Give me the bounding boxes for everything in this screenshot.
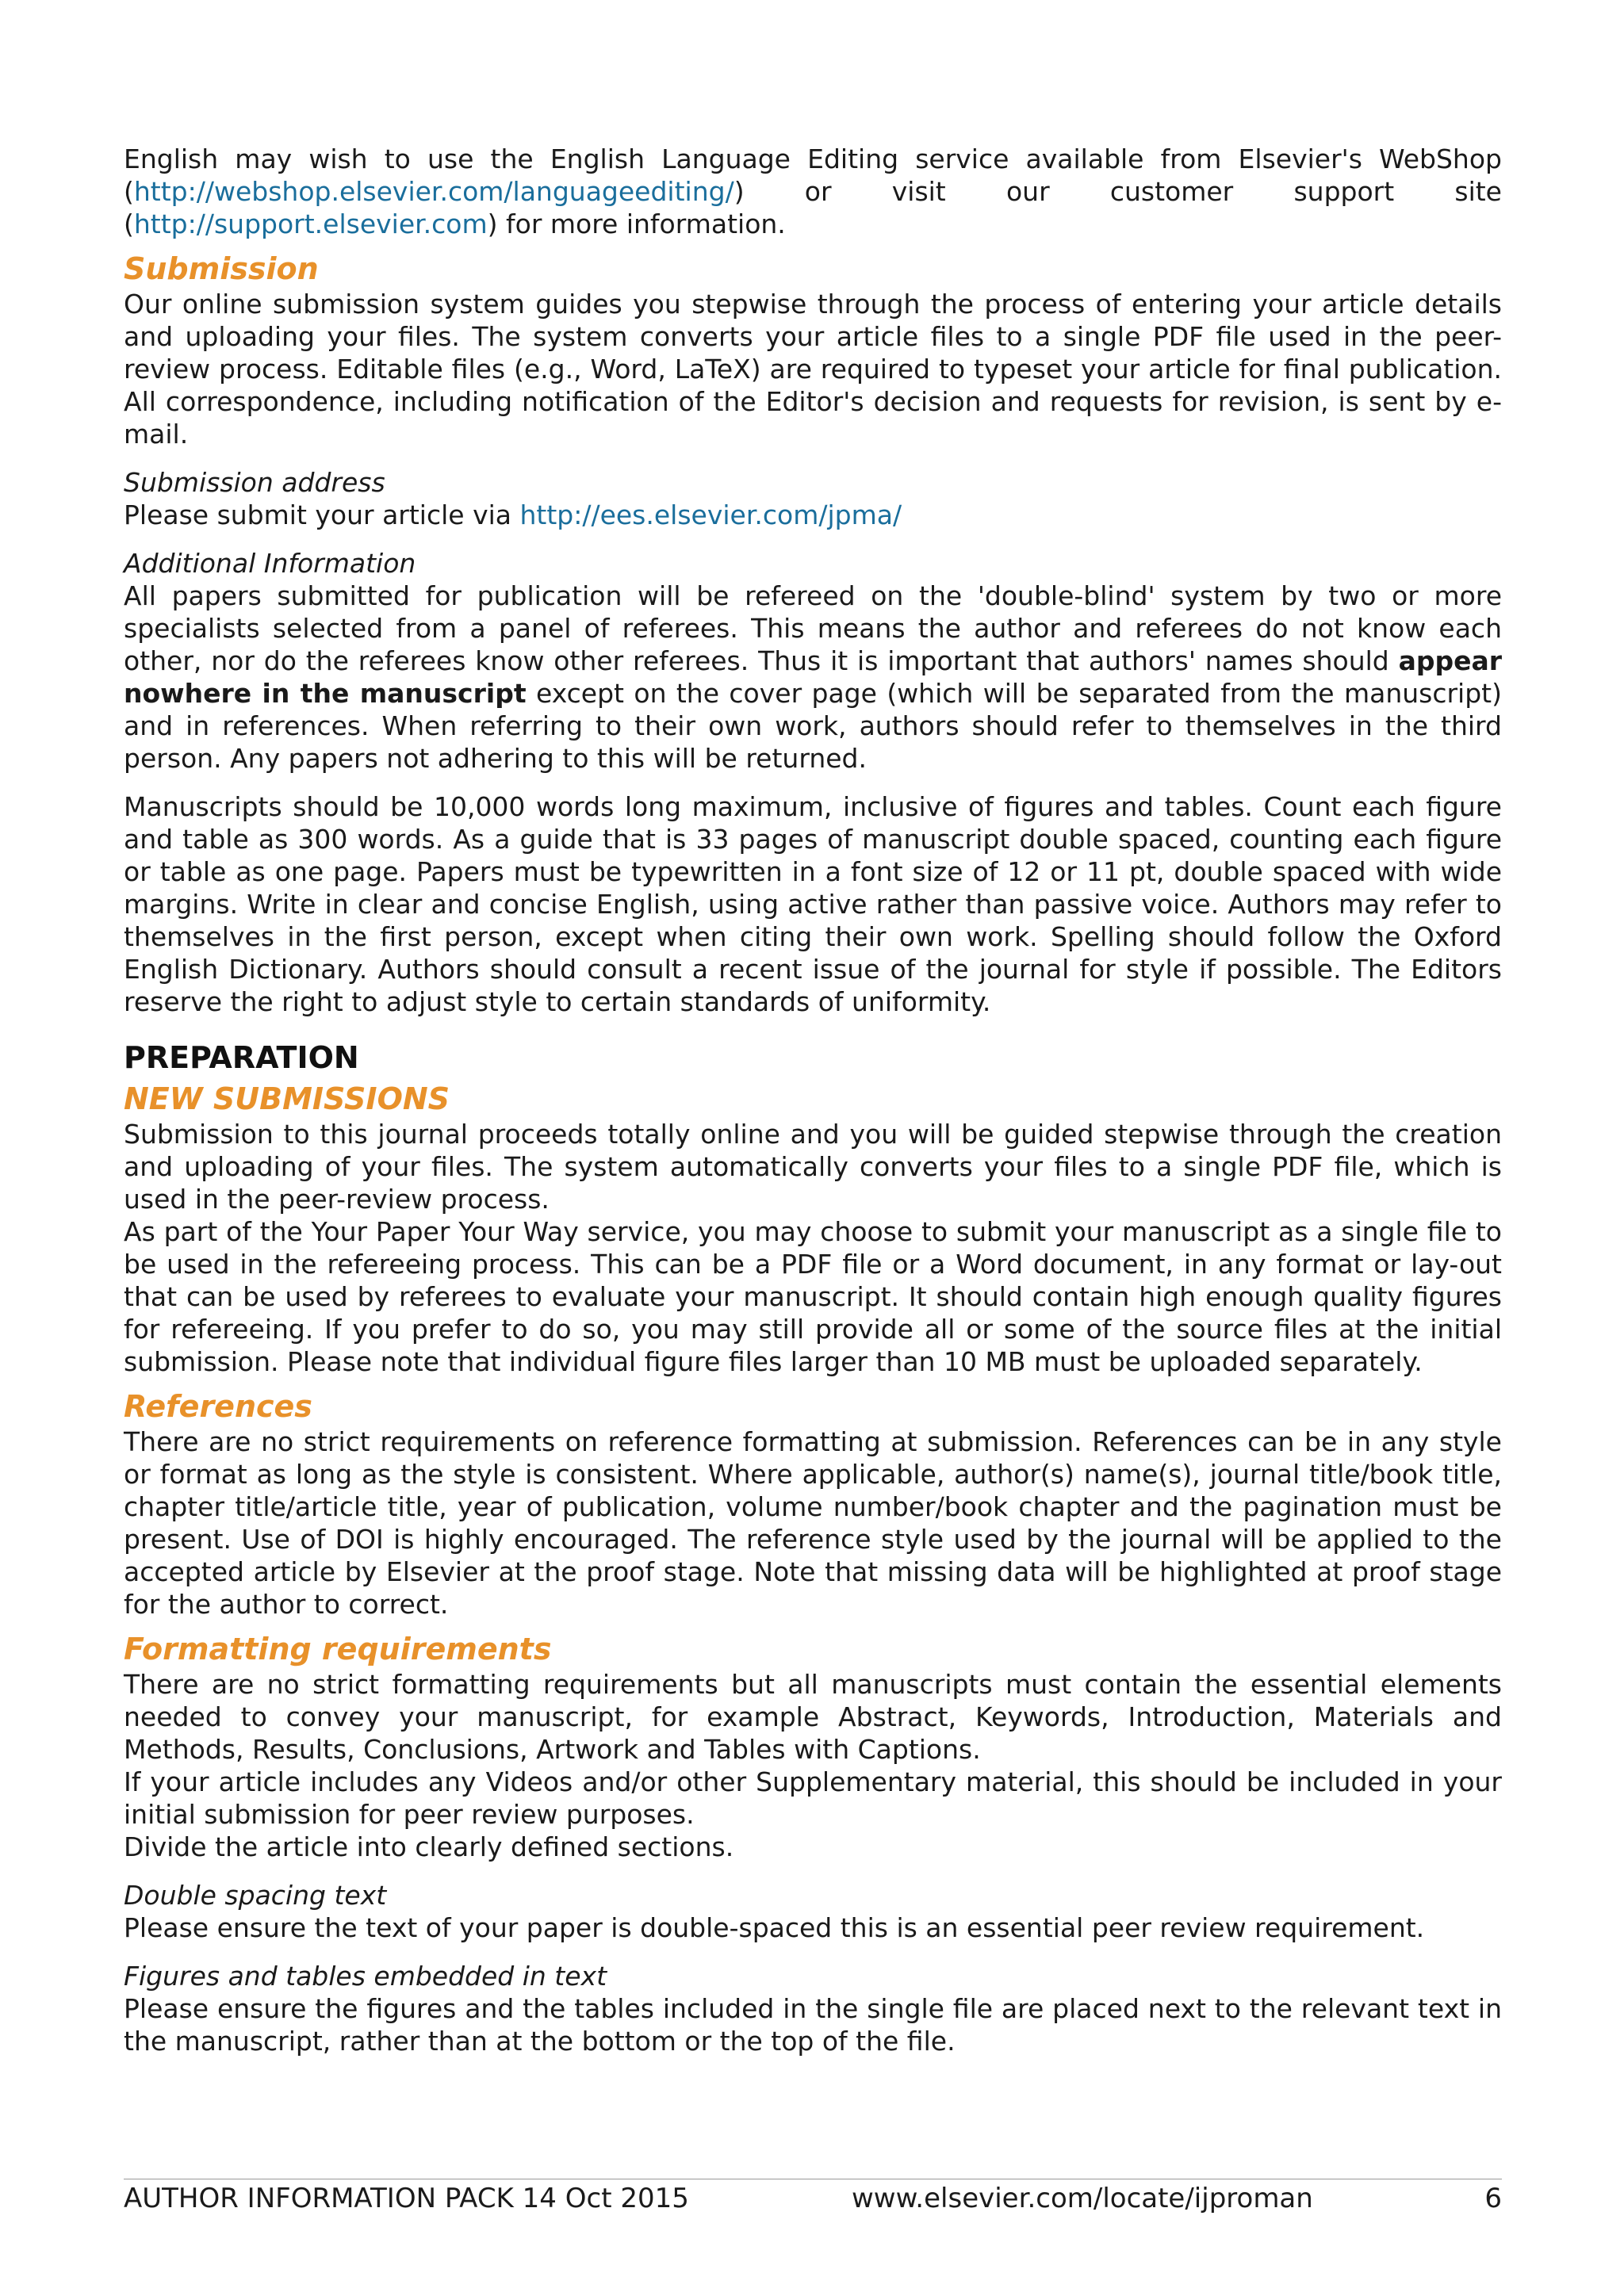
intro-text-1: English may wish to use the English Language Editing service available from Elsevier's WebShop (: [124, 144, 1502, 207]
formatting-requirements-heading: Formatting requirements: [124, 1632, 552, 1667]
submission-address-text: Please submit your article via: [124, 499, 520, 530]
new-submissions-paragraph-2: As part of the Your Paper Your Way service, you may choose to submit your manuscript as a single file to be used in the refereeing process. This can be a PDF file or a Word document, in any format or lay-out that can be used by referees to evaluate your manuscript. It should contain high enough quality figures for refereeing. If you prefer to do so, you may still provide all or some of the source files at the initial submission. Please note that individual figure files larger than 10 MB must be uploaded separately.: [124, 1216, 1502, 1377]
double-spacing-heading: Double spacing text: [124, 1880, 387, 1911]
figures-tables-heading: Figures and tables embedded in text: [124, 1961, 607, 1992]
submission-address-heading: Submission address: [124, 467, 385, 498]
support-link[interactable]: http://support.elsevier.com: [133, 209, 488, 239]
intro-text-3: ) for more information.: [487, 209, 786, 239]
references-body: There are no strict requirements on reference formatting at submission. References can be in any style or format as long as the style is consistent. Where applicable, author(s) name(s), journal title/book title, chapter title/article title, year of publication, volume number/book chapter and the pagination must be present. Use of DOI is highly encouraged. The reference style used by the journal will be applied to the accepted article by Elsevier at the proof stage. Note that missing data will be highlighted at proof stage for the author to correct.: [124, 1426, 1502, 1620]
double-spacing-body: Please ensure the text of your paper is double-spaced this is an essential peer review requirement.: [124, 1912, 1425, 1943]
references-heading: References: [124, 1389, 312, 1424]
manuscript-length-paragraph: Manuscripts should be 10,000 words long maximum, inclusive of figures and tables. Count each figure and table as 300 words. As a guide that is 33 pages of manuscript double spaced, counting each figure or table as one page. Papers must be typewritten in a font size of 12 or 11 pt, double spaced with wide margins. Write in clear and concise English, using active rather than passive voice. Authors may refer to themselves in the first person, except when citing their own work. Spelling should follow the Oxford English Dictionary. Authors should consult a recent issue of the journal for style if possible. The Editors reserve the right to adjust style to certain standards of uniformity.: [124, 791, 1502, 1017]
footer-url: www.elsevier.com/locate/ijproman: [852, 2183, 1313, 2214]
new-submissions-heading: NEW SUBMISSIONS: [124, 1081, 450, 1116]
formatting-paragraph-3: Divide the article into clearly defined sections.: [124, 1831, 734, 1862]
preparation-heading: PREPARATION: [124, 1040, 359, 1075]
additional-text-2: except on the cover page (which will be separated from the manuscript) and in references. When referring to their own work, authors should refer to themselves in the third person. Any papers not adhering to this will be returned.: [124, 678, 1502, 774]
page-footer: [124, 2179, 1502, 2216]
submission-body: Our online submission system guides you stepwise through the process of entering your article details and uploading your files. The system converts your article files to a single PDF file used in the peer-review process. Editable files (e.g., Word, LaTeX) are required to typeset your article for final publication. All correspondence, including notification of the Editor's decision and requests for revision, is sent by e-mail.: [124, 289, 1502, 450]
additional-information-heading: Additional Information: [124, 548, 416, 579]
new-submissions-paragraph-1: Submission to this journal proceeds totally online and you will be guided stepwise through the creation and uploading of your files. The system automatically converts your files to a single PDF file, which is used in the peer-review process.: [124, 1119, 1502, 1215]
additional-bold-text: appear nowhere in the manuscript: [124, 645, 1502, 709]
additional-text-1: All papers submitted for publication will be refereed on the 'double-blind' system by two or more specialists selected from a panel of referees. This means the author and referees do not know each other, nor do the referees know other referees. Thus it is important that authors' names should: [124, 580, 1502, 676]
intro-text-2: ) or visit our customer support site (: [124, 176, 1502, 239]
intro-paragraph: [124, 143, 1502, 240]
formatting-paragraph-1: There are no strict formatting requirements but all manuscripts must contain the essential elements needed to convey your manuscript, for example Abstract, Keywords, Introduction, Materials and Methods, Results, Conclusions, Artwork and Tables with Captions.: [124, 1669, 1502, 1765]
submission-heading: Submission: [124, 251, 319, 286]
footer-pack-date: AUTHOR INFORMATION PACK 14 Oct 2015: [124, 2183, 689, 2214]
submission-address-paragraph: [124, 499, 1502, 531]
page-number: 6: [1484, 2183, 1502, 2214]
language-editing-link[interactable]: http://webshop.elsevier.com/languageediting/: [133, 176, 734, 207]
figures-tables-body: Please ensure the figures and the tables included in the single file are placed next to the relevant text in the manuscript, rather than at the bottom or the top of the file.: [124, 1993, 1502, 2057]
additional-information-body: [124, 580, 1502, 775]
formatting-paragraph-2: If your article includes any Videos and/or other Supplementary material, this should be included in your initial submission for peer review purposes.: [124, 1766, 1502, 1830]
ees-submission-link[interactable]: http://ees.elsevier.com/jpma/: [519, 499, 902, 530]
document-page: [124, 143, 1502, 2057]
